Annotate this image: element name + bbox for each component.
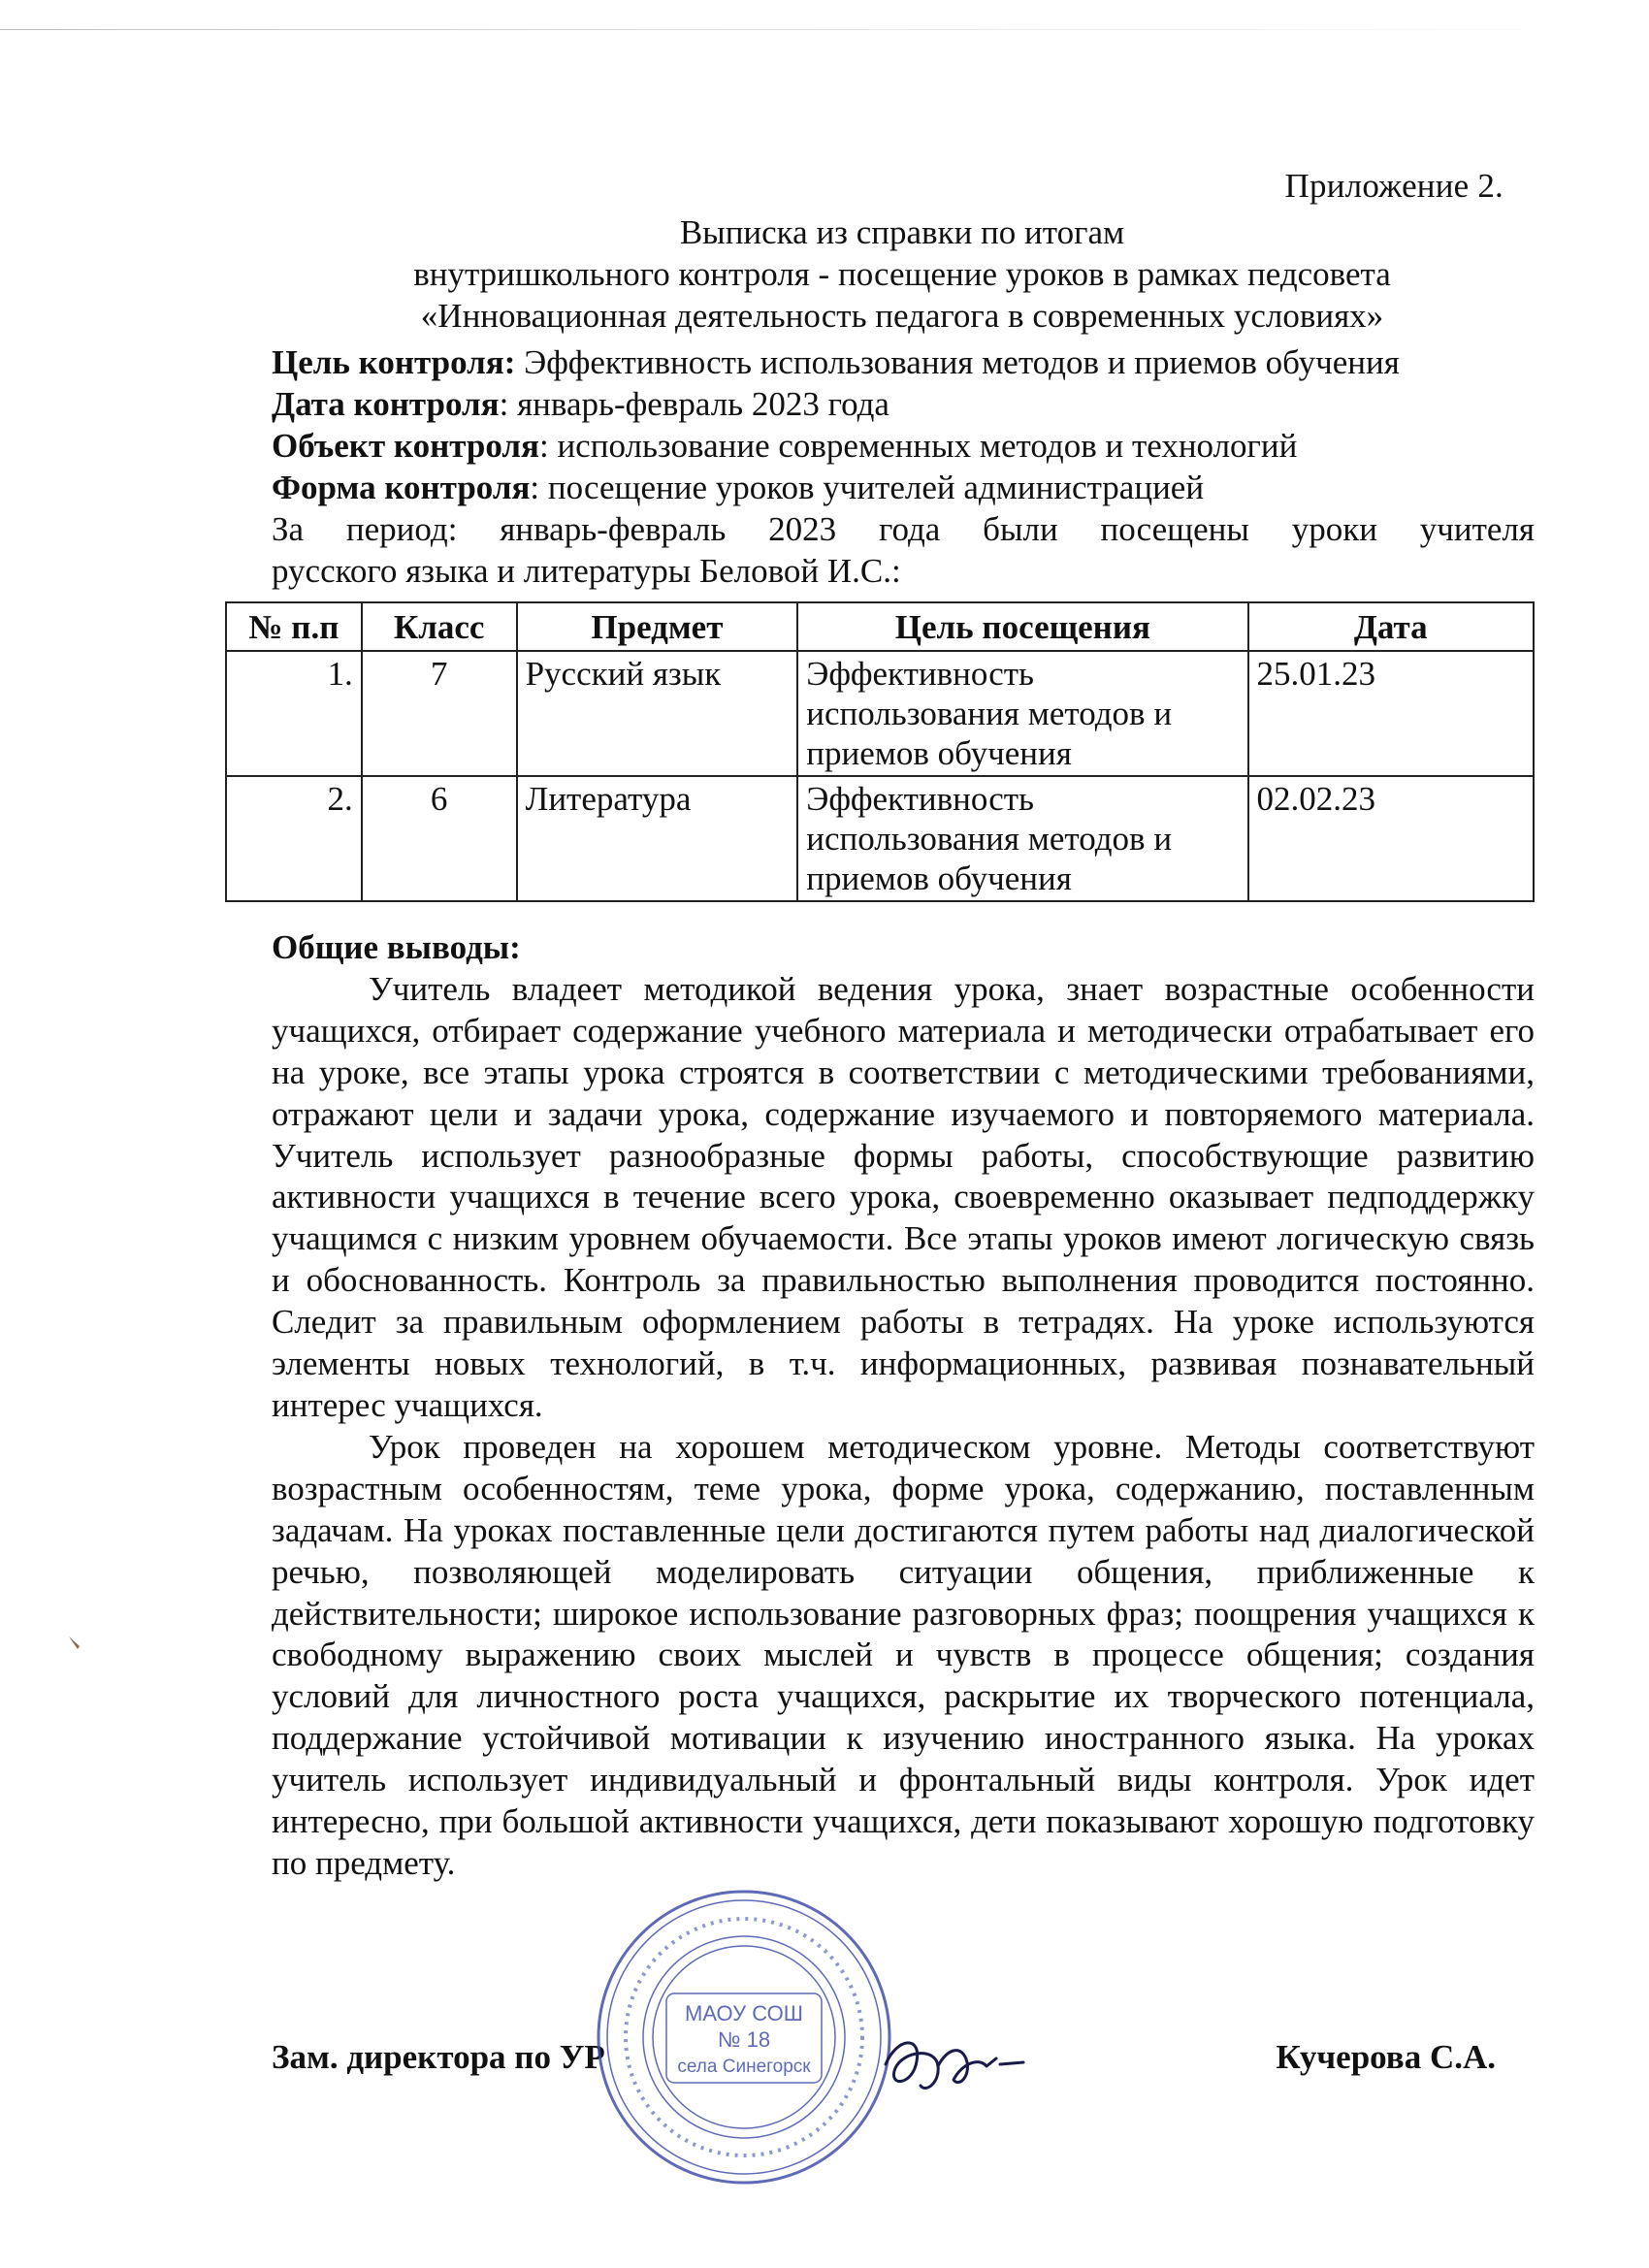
stamp-line-3: села Синегорск: [677, 2057, 811, 2077]
row-goal: Эффективность использования методов и приемов обучения: [797, 776, 1247, 901]
row-date: 02.02.23: [1248, 776, 1535, 901]
control-object-value: : использование современных методов и технологий: [538, 427, 1298, 465]
control-info: [272, 341, 1535, 592]
appendix-label: Приложение 2.: [1284, 167, 1504, 205]
table-header-row: [226, 602, 1534, 651]
control-form: [272, 467, 1535, 508]
signer-position: Зам. директора по УР: [272, 2038, 605, 2076]
row-num: 2.: [226, 776, 362, 901]
control-date-value: : январь-февраль 2023 года: [499, 385, 889, 423]
header-date: Дата: [1248, 602, 1535, 651]
row-subject: Русский язык: [517, 651, 798, 776]
control-form-label: Форма контроля: [272, 469, 531, 506]
school-stamp: [594, 1887, 894, 2187]
period-line-1: За период: январь-февраль 2023 года были посещены уроки учителя: [272, 510, 1535, 548]
control-goal-value: Эффективность использования методов и приемов обучения: [515, 343, 1400, 381]
header-num: № п.п: [226, 602, 362, 651]
row-class: 7: [362, 651, 517, 776]
row-subject: Литература: [517, 776, 798, 901]
table-row: [226, 776, 1534, 901]
row-class: 6: [362, 776, 517, 901]
period-line-2: русского языка и литературы Беловой И.С.:: [272, 552, 901, 590]
lesson-visits-table: [225, 601, 1535, 902]
stamp-line-2: № 18: [717, 2027, 771, 2052]
control-goal-label: Цель контроля:: [272, 343, 516, 381]
stamp-line-1: МАОУ СОШ: [685, 2001, 803, 2025]
row-goal: Эффективность использования методов и приемов обучения: [797, 651, 1247, 776]
table-row: [226, 651, 1534, 776]
row-num: 1.: [226, 651, 362, 776]
conclusions-paragraph-1: Учитель владеет методикой ведения урока, знает возрастные особенности учащихся, отбирает содержание учебного материала и методически отрабатывает его на уроке, все этапы урока строятся в соответствии с методическими требованиями, отражают цели и задачи урока, содержание изучаемого и повторяемого материала. Учитель использует разнообразные формы работы, способствующие развитию активности учащихся в течение всего урока, своевременно оказывает педподдержку учащимся с низким уровнем обучаемости. Все этапы уроков имеют логическую связь и обоснованность. Контроль за правильностью выполнения проводится постоянно. Следит за правильным оформлением работы в тетрадях. На уроке используются элементы новых технологий, в т.ч. информационных, развивая познавательный интерес учащихся.: [272, 969, 1535, 1424]
row-date: 25.01.23: [1248, 651, 1535, 776]
scan-edge-line: [0, 29, 1649, 30]
general-conclusions: [272, 927, 1535, 1885]
header-line-1: Выписка из справки по итогам: [679, 213, 1125, 251]
header-line-3: «Инновационная деятельность педагога в современных условиях»: [420, 297, 1384, 335]
control-date-label: Дата контроля: [272, 385, 500, 423]
control-date: [272, 383, 1535, 425]
handwritten-signature: [878, 2018, 1033, 2105]
header-class: Класс: [362, 602, 517, 651]
control-object: [272, 425, 1535, 467]
control-goal: [272, 341, 1535, 383]
control-form-value: : посещение уроков учителей администрацией: [530, 469, 1205, 506]
header-line-2: внутришкольного контроля - посещение уроков в рамках педсовета: [413, 255, 1391, 293]
header-subject: Предмет: [517, 602, 798, 651]
header-goal: Цель посещения: [797, 602, 1247, 651]
control-object-label: Объект контроля: [272, 427, 539, 465]
scan-speck: [66, 1633, 87, 1654]
conclusions-paragraph-2: Урок проведен на хорошем методическом уровне. Методы соответствуют возрастным особенностям, теме урока, форме урока, содержанию, поставленным задачам. На уроках поставленные цели достигаются путем работы над диалогической речью, позволяющей моделировать ситуации общения, приближенные к действительности; широкое использование разговорных фраз; поощрения учащихся к свободному выражению своих мыслей и чувств в процессе общения; создания условий для личностного роста учащихся, раскрытие их творческого потенциала, поддержание устойчивой мотивации к изучению иностранного языка. На уроках учитель использует индивидуальный и фронтальный виды контроля. Урок идет интересно, при большой активности учащихся, дети показывают хорошую подготовку по предмету.: [272, 1427, 1535, 1882]
signer-name: Кучерова С.А.: [1276, 2038, 1496, 2076]
document-header: [272, 211, 1533, 337]
conclusions-title: Общие выводы:: [272, 928, 521, 966]
